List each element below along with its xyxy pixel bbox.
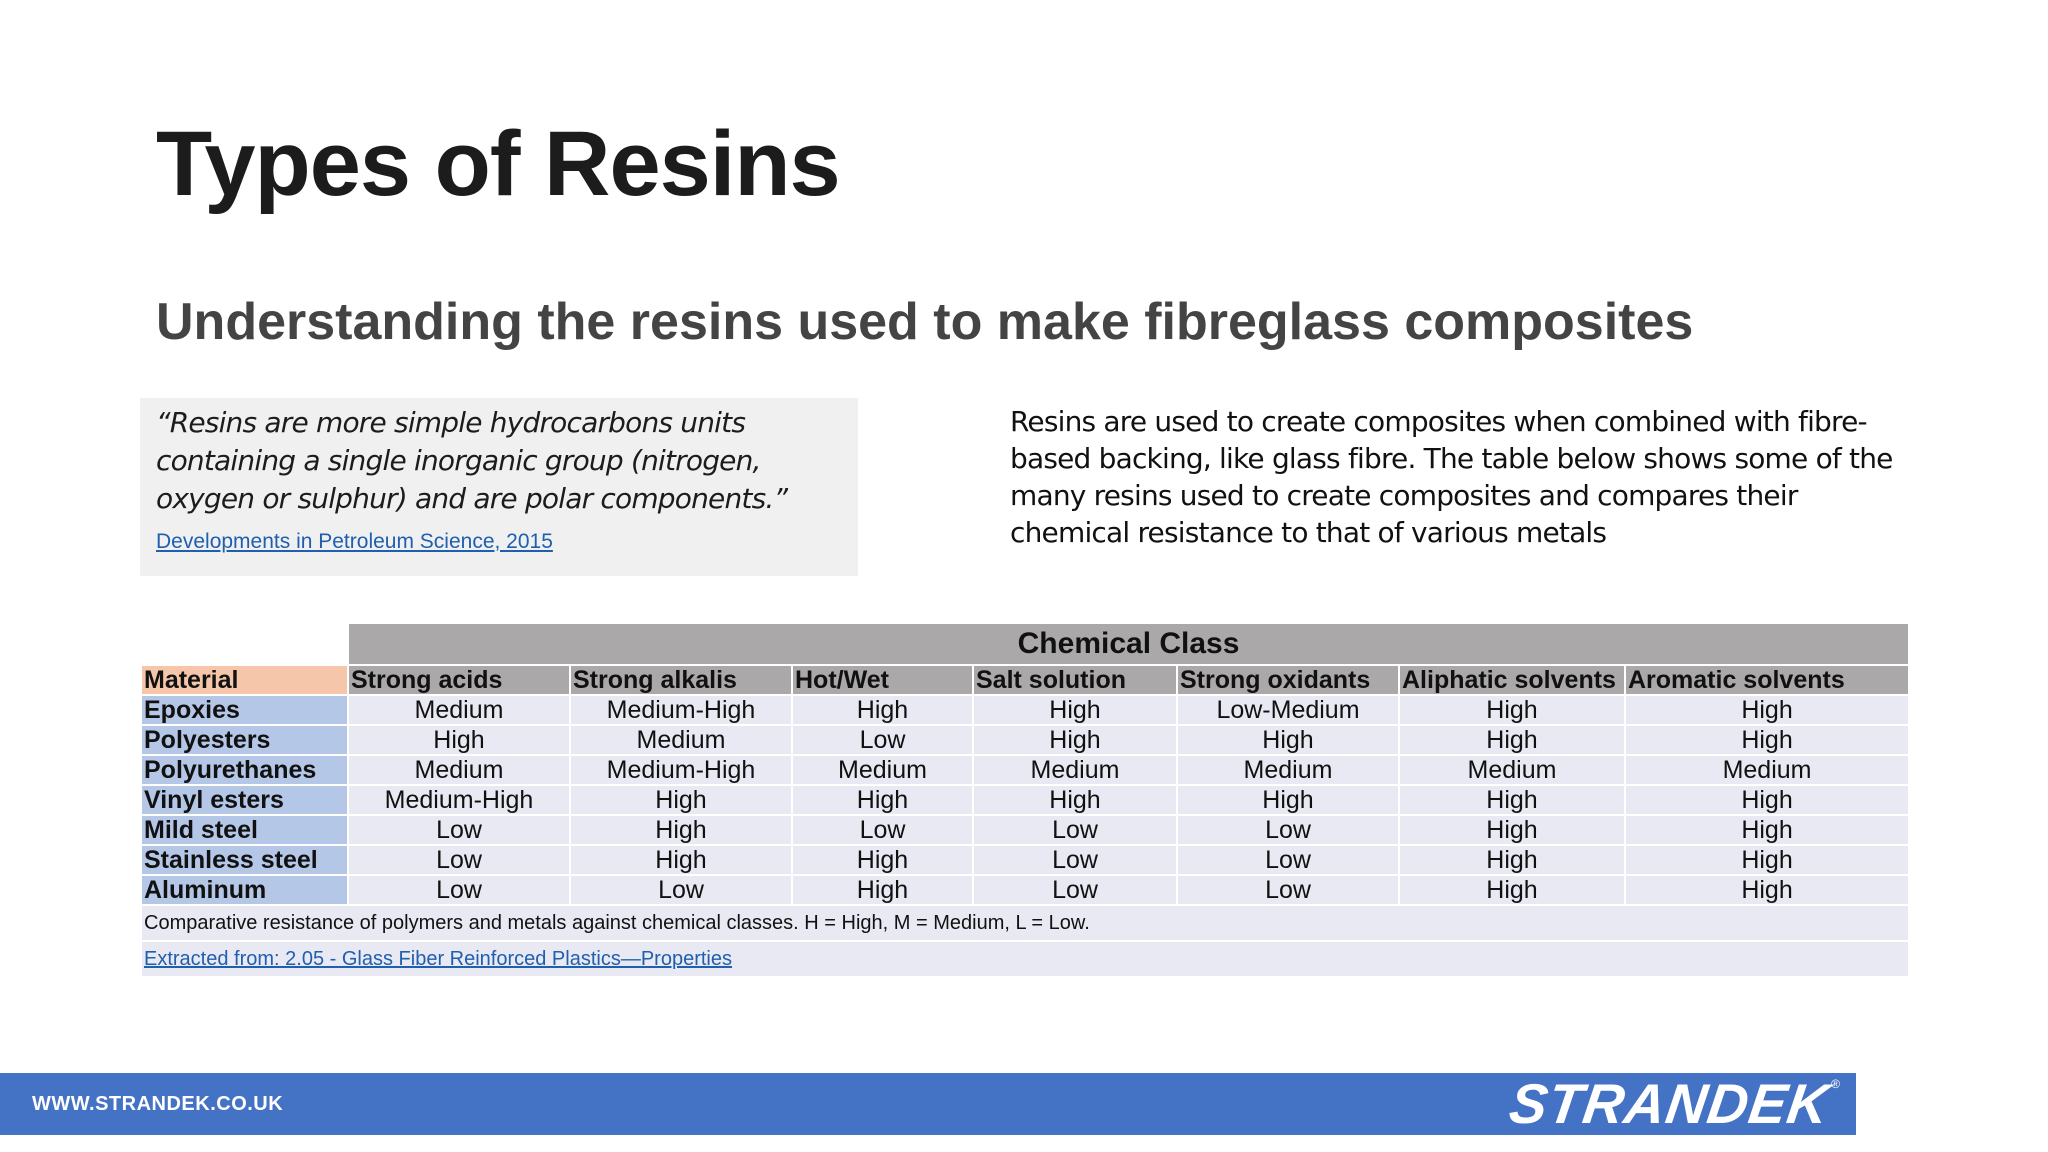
material-name: Polyesters — [141, 725, 348, 755]
resistance-cell: High — [1399, 695, 1625, 725]
resistance-cell: Medium-High — [570, 755, 792, 785]
column-header: Strong oxidants — [1177, 665, 1399, 695]
table-row — [141, 725, 1909, 755]
resistance-cell: High — [1625, 875, 1909, 905]
resistance-cell: High — [1177, 785, 1399, 815]
resistance-cell: Medium-High — [348, 785, 570, 815]
column-header: Aromatic solvents — [1625, 665, 1909, 695]
material-name: Vinyl esters — [141, 785, 348, 815]
resistance-cell: High — [1625, 785, 1909, 815]
chemical-class-header: Chemical Class — [348, 623, 1909, 665]
material-name: Aluminum — [141, 875, 348, 905]
footer-bar — [0, 1073, 1856, 1135]
resistance-cell: Low — [973, 875, 1177, 905]
resistance-cell: Medium-High — [570, 695, 792, 725]
resistance-cell: High — [570, 815, 792, 845]
column-header: Salt solution — [973, 665, 1177, 695]
quote-box — [140, 398, 858, 576]
material-header: Material — [141, 665, 348, 695]
resistance-cell: Medium — [973, 755, 1177, 785]
table-row — [141, 815, 1909, 845]
resistance-cell: High — [792, 845, 973, 875]
column-header: Aliphatic solvents — [1399, 665, 1625, 695]
resistance-cell: High — [1399, 845, 1625, 875]
resistance-cell: High — [973, 695, 1177, 725]
resistance-cell: High — [792, 875, 973, 905]
resistance-cell: High — [973, 785, 1177, 815]
column-header-row — [141, 665, 1909, 695]
resistance-cell: Medium — [570, 725, 792, 755]
slide-subtitle: Understanding the resins used to make fibreglass composites — [156, 293, 1694, 351]
resistance-cell: Medium — [1177, 755, 1399, 785]
material-name: Epoxies — [141, 695, 348, 725]
resistance-cell: Medium — [348, 755, 570, 785]
resistance-cell: Low — [1177, 845, 1399, 875]
resistance-cell: High — [1399, 815, 1625, 845]
table-row — [141, 695, 1909, 725]
footer-website[interactable]: WWW.STRANDEK.CO.UK — [32, 1093, 284, 1115]
resistance-cell: Low — [348, 875, 570, 905]
material-name: Polyurethanes — [141, 755, 348, 785]
resistance-cell: High — [1399, 785, 1625, 815]
resistance-cell: High — [570, 845, 792, 875]
column-header: Hot/Wet — [792, 665, 973, 695]
table-corner — [141, 623, 348, 665]
resistance-cell: Medium — [792, 755, 973, 785]
table-row — [141, 845, 1909, 875]
resistance-cell: High — [348, 725, 570, 755]
source-row — [141, 941, 1909, 977]
resistance-cell: Low-Medium — [1177, 695, 1399, 725]
resistance-cell: High — [1625, 725, 1909, 755]
resistance-cell: Low — [792, 725, 973, 755]
group-header-row — [141, 623, 1909, 665]
resistance-cell: High — [1625, 695, 1909, 725]
table-source-link[interactable]: Extracted from: 2.05 - Glass Fiber Reinforced Plastics—Properties — [144, 948, 732, 970]
column-header: Strong alkalis — [570, 665, 792, 695]
resistance-cell: Low — [348, 815, 570, 845]
chemical-resistance-table — [140, 622, 1910, 978]
resistance-cell: High — [1399, 875, 1625, 905]
resistance-cell: Low — [348, 845, 570, 875]
resistance-cell: High — [792, 695, 973, 725]
strandek-logo — [1505, 1072, 1840, 1135]
quote-source-link[interactable]: Developments in Petroleum Science, 2015 — [156, 530, 553, 553]
table-row — [141, 755, 1909, 785]
resistance-cell: High — [1625, 815, 1909, 845]
resistance-cell: Medium — [1399, 755, 1625, 785]
resistance-cell: Low — [973, 815, 1177, 845]
material-name: Stainless steel — [141, 845, 348, 875]
registered-mark: ® — [1831, 1077, 1840, 1091]
quote-text: “Resins are more simple hydrocarbons units containing a single inorganic group (nitrogen, oxygen or sulphur) and are polar components.” — [156, 406, 788, 515]
resistance-cell: Low — [570, 875, 792, 905]
column-header: Strong acids — [348, 665, 570, 695]
intro-paragraph: Resins are used to create composites when combined with fibre-based backing, like glass fibre. The table below shows some of the many resins used to create composites and compares their chemical resistance to that of various metals — [1010, 405, 1893, 549]
resistance-cell: High — [570, 785, 792, 815]
material-name: Mild steel — [141, 815, 348, 845]
table-source-cell — [141, 941, 1909, 977]
resistance-cell: High — [1625, 845, 1909, 875]
resistance-cell: High — [973, 725, 1177, 755]
footnote-row — [141, 905, 1909, 941]
table-row — [141, 875, 1909, 905]
slide-title: Types of Resins — [156, 113, 840, 215]
resistance-cell: Low — [1177, 875, 1399, 905]
resistance-cell: Medium — [348, 695, 570, 725]
resistance-cell: Low — [1177, 815, 1399, 845]
resistance-cell: High — [1399, 725, 1625, 755]
resistance-cell: Low — [973, 845, 1177, 875]
resistance-cell: High — [792, 785, 973, 815]
logo-wordmark: STRANDEK — [1505, 1072, 1834, 1135]
table-row — [141, 785, 1909, 815]
resistance-cell: High — [1177, 725, 1399, 755]
resistance-cell: Low — [792, 815, 973, 845]
resistance-cell: Medium — [1625, 755, 1909, 785]
table-footnote: Comparative resistance of polymers and metals against chemical classes. H = High, M = Medium, L = Low. — [141, 905, 1909, 941]
